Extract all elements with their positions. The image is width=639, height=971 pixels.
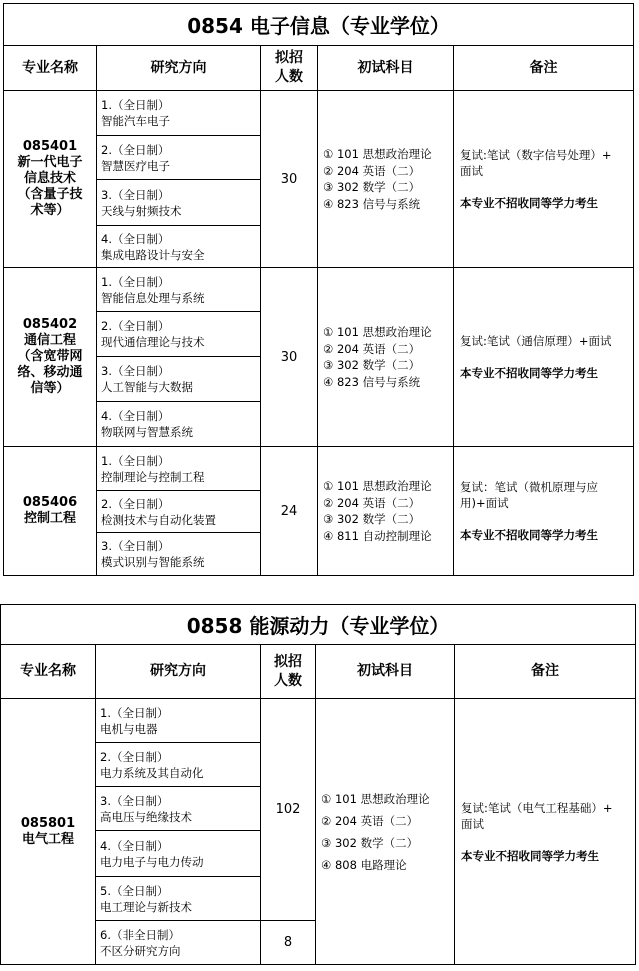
header-quota xyxy=(261,46,318,91)
header-notes: 备注 xyxy=(454,46,634,91)
exam-line: ④ 823 信号与系统 xyxy=(323,374,421,389)
direction-type: 2.（全日制） xyxy=(101,319,170,333)
header-quota-line: 拟招 xyxy=(274,653,302,670)
direction-name: 电力系统及其自动化 xyxy=(100,765,204,780)
exam-subjects xyxy=(318,447,454,576)
direction-name: 物联网与智慧系统 xyxy=(101,425,193,439)
header-major: 专业名称 xyxy=(4,46,97,91)
major-line: 085401 xyxy=(22,139,78,154)
direction-name: 高电压与绝缘技术 xyxy=(100,809,192,824)
exam-line: ③ 302 数学（二） xyxy=(323,180,421,194)
note-line: 复试:笔试（电气工程基础）+ xyxy=(461,800,613,815)
quota-cell: 30 xyxy=(261,91,318,268)
direction-name: 天线与射频技术 xyxy=(101,203,182,218)
major-line: 085406 xyxy=(22,495,78,510)
direction-type: 2.（全日制） xyxy=(101,142,170,157)
exam-subjects xyxy=(318,91,454,268)
retest-note xyxy=(460,479,627,511)
exam-line: ② 204 英语（二） xyxy=(323,495,421,510)
direction-type: 1.（全日制） xyxy=(101,453,170,468)
header-quota-line: 人数 xyxy=(274,672,302,689)
exam-subjects xyxy=(318,268,454,447)
direction-cell xyxy=(96,699,261,743)
notes-cell xyxy=(454,268,634,447)
direction-cell xyxy=(97,357,261,402)
major-name-085406 xyxy=(4,447,97,576)
major-line: 085402 xyxy=(22,317,78,332)
direction-type: 1.（全日制） xyxy=(101,274,170,289)
table-0858 xyxy=(0,604,636,965)
note-line: 复试：笔试（微机原理与应 xyxy=(460,480,598,494)
direction-type: 1.（全日制） xyxy=(100,705,169,720)
restriction-note: 本专业不招收同等学力考生 xyxy=(461,848,599,863)
header-quota xyxy=(261,645,316,699)
direction-cell xyxy=(96,921,261,965)
direction-type: 4.（全日制） xyxy=(101,231,170,246)
notes-cell xyxy=(454,447,634,576)
table-row xyxy=(1,699,636,743)
header-exam: 初试科目 xyxy=(318,46,454,91)
major-line: 信息技术 xyxy=(23,171,76,186)
direction-cell xyxy=(96,877,261,921)
direction-type: 2.（全日制） xyxy=(101,496,170,511)
table-row xyxy=(4,91,634,136)
quota-cell-parttime: 8 xyxy=(261,921,316,965)
direction-name: 智能信息处理与系统 xyxy=(101,290,205,305)
note-line: 面试 xyxy=(461,816,484,831)
direction-cell xyxy=(97,136,261,180)
note-line: 面试 xyxy=(460,164,483,178)
exam-line: ④ 808 电路理论 xyxy=(321,857,407,872)
direction-type: 3.（全日制） xyxy=(101,187,170,202)
major-line: 术等） xyxy=(30,203,70,218)
direction-type: 3.（全日制） xyxy=(101,539,170,553)
exam-line: ② 204 英语（二） xyxy=(323,341,421,356)
table-row xyxy=(4,447,634,491)
notes-cell xyxy=(454,91,634,268)
exam-subjects xyxy=(316,699,455,965)
direction-type: 3.（全日制） xyxy=(101,364,170,378)
header-direction: 研究方向 xyxy=(97,46,261,91)
header-exam: 初试科目 xyxy=(316,645,455,699)
major-line: （含宽带网 xyxy=(17,349,83,364)
quota-cell: 30 xyxy=(261,268,318,447)
direction-type: 4.（全日制） xyxy=(101,409,170,423)
direction-cell xyxy=(97,180,261,226)
direction-name: 电力电子与电力传动 xyxy=(100,854,204,869)
major-name-085801 xyxy=(1,699,96,965)
direction-cell xyxy=(97,312,261,357)
header-direction: 研究方向 xyxy=(96,645,261,699)
table-title: 0858 能源动力（专业学位） xyxy=(1,605,636,645)
table-0854 xyxy=(3,3,634,576)
major-line: 信等） xyxy=(30,381,70,396)
restriction-note: 本专业不招收同等学力考生 xyxy=(460,366,598,380)
exam-line: ① 101 思想政治理论 xyxy=(323,325,432,339)
notes-cell xyxy=(455,699,636,965)
direction-cell xyxy=(97,447,261,491)
direction-cell xyxy=(97,226,261,268)
direction-name: 智能汽车电子 xyxy=(101,114,170,128)
direction-name: 智慧医疗电子 xyxy=(101,158,170,173)
exam-line: ① 101 思想政治理论 xyxy=(321,791,430,806)
restriction-note: 本专业不招收同等学力考生 xyxy=(460,528,598,542)
header-quota-line: 人数 xyxy=(275,69,303,85)
direction-cell xyxy=(96,787,261,831)
direction-type: 1.（全日制） xyxy=(101,98,170,112)
exam-line: ② 204 英语（二） xyxy=(321,813,419,828)
major-line: 电气工程 xyxy=(21,831,74,847)
exam-line: ③ 302 数学（二） xyxy=(323,358,421,372)
major-line: 085801 xyxy=(20,815,76,831)
header-notes: 备注 xyxy=(455,645,636,699)
quota-cell: 102 xyxy=(261,699,316,921)
major-line: （含量子技 xyxy=(17,187,83,202)
direction-name: 现代通信理论与技术 xyxy=(101,335,205,349)
direction-type: 6.（非全日制） xyxy=(100,927,180,942)
header-major: 专业名称 xyxy=(1,645,96,699)
major-line: 通信工程 xyxy=(23,333,76,348)
direction-type: 4.（全日制） xyxy=(100,838,169,853)
note-line: 复试:笔试（通信原理）+面试 xyxy=(460,334,612,348)
exam-line: ① 101 思想政治理论 xyxy=(323,147,432,161)
direction-type: 2.（全日制） xyxy=(100,749,169,764)
retest-note xyxy=(460,147,627,179)
direction-cell xyxy=(97,268,261,312)
direction-cell xyxy=(97,491,261,533)
exam-line: ④ 823 信号与系统 xyxy=(323,196,421,211)
exam-line: ③ 302 数学（二） xyxy=(321,835,419,850)
header-quota-line: 拟招 xyxy=(275,50,303,66)
major-name-085402 xyxy=(4,268,97,447)
major-line: 络、移动通 xyxy=(17,365,83,380)
major-line: 控制工程 xyxy=(23,511,76,526)
direction-name: 人工智能与大数据 xyxy=(101,380,193,394)
direction-name: 集成电路设计与安全 xyxy=(101,247,205,262)
exam-line: ① 101 思想政治理论 xyxy=(323,479,432,493)
note-line: 用)+面试 xyxy=(460,496,509,510)
direction-name: 不区分研究方向 xyxy=(100,943,181,958)
direction-type: 3.（全日制） xyxy=(100,793,169,808)
direction-cell xyxy=(96,831,261,877)
direction-name: 模式识别与智能系统 xyxy=(101,555,205,569)
retest-note xyxy=(461,800,629,832)
retest-note xyxy=(460,333,627,349)
direction-cell xyxy=(97,402,261,447)
direction-cell xyxy=(97,91,261,136)
table-row xyxy=(4,268,634,312)
major-line: 新一代电子 xyxy=(17,155,83,170)
direction-type: 5.（全日制） xyxy=(100,883,169,898)
exam-line: ② 204 英语（二） xyxy=(323,163,421,178)
direction-name: 电工理论与新技术 xyxy=(100,899,192,914)
table-title: 0854 电子信息（专业学位） xyxy=(4,4,634,46)
direction-name: 电机与电器 xyxy=(100,721,158,736)
exam-line: ④ 811 自动控制理论 xyxy=(323,528,432,543)
direction-name: 控制理论与控制工程 xyxy=(101,469,205,484)
exam-line: ③ 302 数学（二） xyxy=(323,512,421,526)
direction-name: 检测技术与自动化装置 xyxy=(101,512,216,527)
direction-cell xyxy=(96,743,261,787)
note-line: 复试:笔试（数字信号处理）+ xyxy=(460,148,612,162)
direction-cell xyxy=(97,533,261,576)
quota-cell: 24 xyxy=(261,447,318,576)
major-name-085401 xyxy=(4,91,97,268)
restriction-note: 本专业不招收同等学力考生 xyxy=(460,196,598,210)
